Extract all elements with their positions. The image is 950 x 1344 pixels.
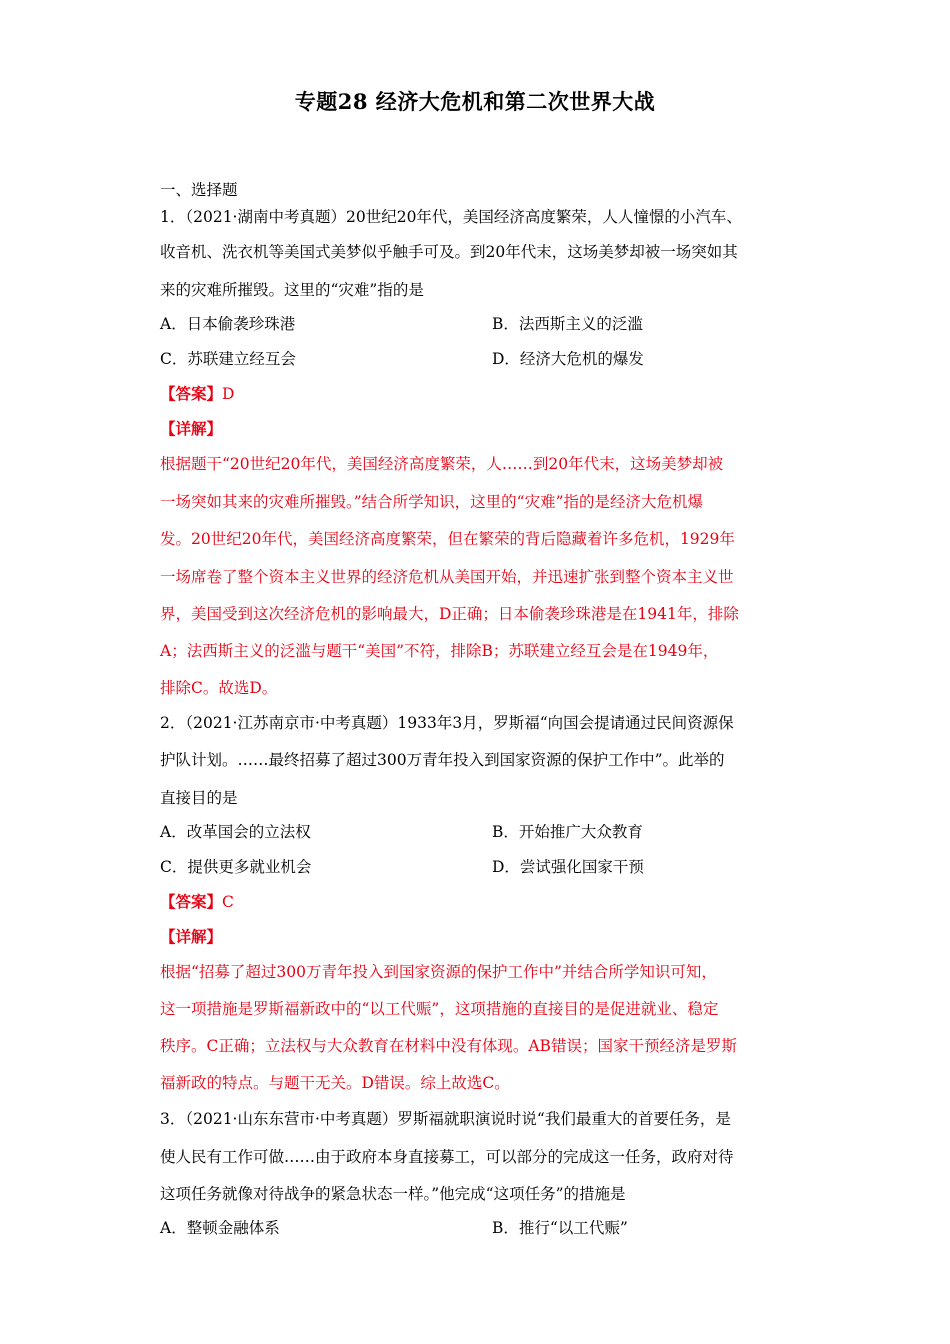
q1-explanation-line-7: 排除C。故选D。 [160, 679, 278, 697]
q2-answer-value: C [222, 893, 234, 911]
q2-option-c: C．提供更多就业机会 [160, 858, 312, 876]
q2-stem-line-2: 护队计划。……最终招募了超过300万青年投入到国家资源的保护工作中”。此举的 [160, 751, 725, 769]
q1-option-d: D．经济大危机的爆发 [492, 350, 644, 368]
q1-answer-value: D [222, 385, 235, 403]
q2-option-d: D．尝试强化国家干预 [492, 858, 644, 876]
q1-option-b: B．法西斯主义的泛滥 [492, 315, 643, 333]
q1-explanation-line-3: 发。20世纪20年代，美国经济高度繁荣，但在繁荣的背后隐藏着许多危机，1929年 [160, 530, 735, 548]
q3-option-a: A．整顿金融体系 [160, 1219, 280, 1237]
q3-option-b: B．推行“以工代赈” [492, 1219, 628, 1237]
q3-stem-line-3: 这项任务就像对待战争的紧急状态一样。”他完成“这项任务”的措施是 [160, 1185, 626, 1203]
q2-explanation-line-1: 根据“招募了超过300万青年投入到国家资源的保护工作中”并结合所学知识可知， [160, 963, 717, 981]
q3-stem-line-1: 3．（2021·山东东营市·中考真题）罗斯福就职演说时说“我们最重大的首要任务，是 [160, 1110, 731, 1128]
answer-label: 【答案】 [160, 384, 223, 403]
q2-explanation-line-2: 这一项措施是罗斯福新政中的“以工代赈”，这项措施的直接目的是促进就业、稳定 [160, 1000, 719, 1018]
q1-option-a: A．日本偷袭珍珠港 [160, 315, 296, 333]
q1-stem-line-1: 1．（2021·湖南中考真题）20世纪20年代，美国经济高度繁荣，人人憧憬的小汽车、 [160, 208, 742, 226]
page-title: 专题28 经济大危机和第二次世界大战 [294, 89, 656, 114]
q2-option-a: A．改革国会的立法权 [160, 823, 311, 841]
q1-explanation-line-4: 一场席卷了整个资本主义世界的经济危机从美国开始，并迅速扩张到整个资本主义世 [160, 568, 734, 586]
q1-explanation-line-5: 界，美国受到这次经济危机的影响最大，D正确；日本偷袭珍珠港是在1941年，排除 [160, 605, 739, 623]
q2-explanation-line-3: 秩序。C正确；立法权与大众教育在材料中没有体现。AB错误；国家干预经济是罗斯 [160, 1037, 737, 1055]
q1-answer [160, 382, 800, 404]
answer-label: 【答案】 [160, 892, 223, 911]
q2-answer [160, 890, 800, 912]
q2-option-b: B．开始推广大众教育 [492, 823, 643, 841]
q3-stem-line-2: 使人民有工作可做……由于政府本身直接募工，可以部分的完成这一任务，政府对待 [160, 1148, 734, 1166]
q2-stem-line-3: 直接目的是 [160, 789, 238, 807]
q1-stem-line-2: 收音机、洗衣机等美国式美梦似乎触手可及。到20年代末，这场美梦却被一场突如其 [160, 243, 738, 261]
q2-explanation-line-4: 福新政的特点。与题干无关。D错误。综上故选C。 [160, 1074, 510, 1092]
q2-explain-label: 【详解】 [160, 927, 223, 946]
q1-stem-line-3: 来的灾难所摧毁。这里的“灾难”指的是 [160, 281, 424, 299]
q2-stem-line-1: 2．（2021·江苏南京市·中考真题）1933年3月，罗斯福“向国会提请通过民间资源保 [160, 714, 734, 732]
q1-explain-label: 【详解】 [160, 419, 223, 438]
q1-explanation-line-6: A；法西斯主义的泛滥与题干“美国”不符，排除B；苏联建立经互会是在1949年， [160, 642, 719, 660]
q1-option-c: C．苏联建立经互会 [160, 350, 296, 368]
q1-explanation-line-2: 一场突如其来的灾难所摧毁。”结合所学知识，这里的“灾难”指的是经济大危机爆 [160, 493, 704, 511]
q1-explanation-line-1: 根据题干“20世纪20年代，美国经济高度繁荣，人……到20年代末，这场美梦却被 [160, 455, 724, 473]
section-heading: 一、选择题 [160, 181, 238, 199]
